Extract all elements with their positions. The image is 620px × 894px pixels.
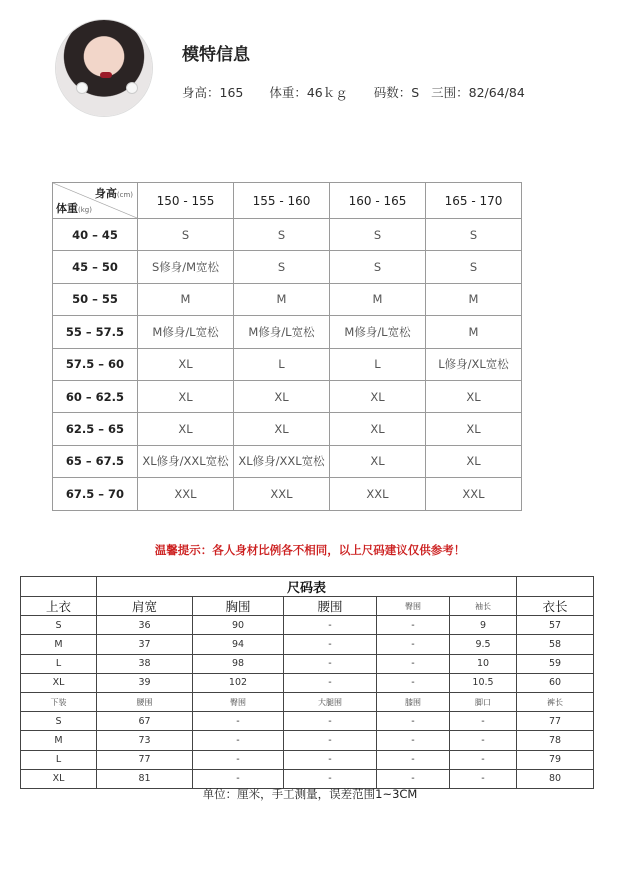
size-chart-cell: 94 — [193, 635, 284, 654]
recommended-size-cell: XL — [330, 413, 426, 445]
size-chart-cell: - — [193, 769, 284, 788]
size-chart-cell: 大腿围 — [284, 692, 377, 711]
recommended-size-cell: S修身/M宽松 — [138, 251, 234, 283]
recommended-size-cell: M — [138, 283, 234, 315]
size-chart-cell: 腰围 — [97, 692, 193, 711]
recommended-size-cell: XL — [138, 413, 234, 445]
table-row — [21, 616, 594, 635]
size-chart-cell: 81 — [97, 769, 193, 788]
size-chart-cell: - — [450, 769, 517, 788]
recommended-size-cell: S — [138, 219, 234, 251]
size-chart-cell: 78 — [517, 731, 594, 750]
size-chart-table — [20, 576, 594, 789]
table-row — [53, 478, 522, 510]
table-row — [21, 750, 594, 769]
table-row — [53, 413, 522, 445]
weight-range-cell: 50 – 55 — [53, 283, 138, 315]
size-chart-cell: L — [21, 750, 97, 769]
recommended-size-cell: XXL — [330, 478, 426, 510]
size-chart-cell: 80 — [517, 769, 594, 788]
size-chart-cell: 裤长 — [517, 692, 594, 711]
size-chart-cell: - — [377, 635, 450, 654]
size-chart-cell: - — [450, 731, 517, 750]
size-chart-cell: 38 — [97, 654, 193, 673]
size-chart-cell: 67 — [97, 712, 193, 731]
recommended-size-cell: M — [426, 316, 522, 348]
size-chart-cell: 77 — [517, 712, 594, 731]
table-row — [21, 712, 594, 731]
recommended-size-cell: S — [330, 251, 426, 283]
recommended-size-cell: XL — [138, 348, 234, 380]
size-chart-body — [21, 597, 594, 789]
recommended-size-cell: S — [426, 251, 522, 283]
weight-range-cell: 65 – 67.5 — [53, 445, 138, 477]
size-chart-cell: 77 — [97, 750, 193, 769]
size-chart-cell: 98 — [193, 654, 284, 673]
recommended-size-cell: M — [234, 283, 330, 315]
recommended-size-cell: M修身/L宽松 — [138, 316, 234, 348]
size-chart-cell: - — [377, 673, 450, 692]
size-chart-cell: - — [377, 769, 450, 788]
size-chart-header-row — [21, 692, 594, 711]
size-chart-cell: 9.5 — [450, 635, 517, 654]
size-chart-cell: S — [21, 712, 97, 731]
recommended-size-cell: XL — [330, 380, 426, 412]
size-chart-cell: - — [284, 673, 377, 692]
size-chart-cell: 59 — [517, 654, 594, 673]
recommended-size-cell: XL — [426, 445, 522, 477]
corner-height-unit: (cm) — [116, 191, 133, 199]
model-weight: 体重：46ｋｇ — [269, 85, 348, 100]
size-chart-cell: L — [21, 654, 97, 673]
height-range-header: 160 - 165 — [330, 183, 426, 219]
model-height: 身高：165 — [182, 85, 244, 100]
size-chart-title-row — [21, 577, 594, 597]
table-row — [53, 348, 522, 380]
table-row — [53, 251, 522, 283]
recommended-size-cell: M修身/L宽松 — [330, 316, 426, 348]
weight-range-cell: 55 – 57.5 — [53, 316, 138, 348]
recommended-size-cell: L — [330, 348, 426, 380]
size-chart-cell: - — [284, 731, 377, 750]
model-measurements: 三围：82/64/84 — [431, 85, 525, 100]
size-chart-cell: 脚口 — [450, 692, 517, 711]
table-row — [21, 673, 594, 692]
size-chart-cell: 下装 — [21, 692, 97, 711]
unit-note: 单位：厘米，手工测量，误差范围1~3CM — [202, 787, 418, 801]
recommended-size-cell: S — [234, 251, 330, 283]
size-chart-cell: - — [284, 635, 377, 654]
weight-range-cell: 67.5 – 70 — [53, 478, 138, 510]
table-row — [53, 380, 522, 412]
size-recommendation-table — [52, 182, 522, 511]
recommendation-body — [53, 219, 522, 511]
size-chart-cell: - — [193, 750, 284, 769]
table-row — [53, 219, 522, 251]
table-row — [21, 654, 594, 673]
recommended-size-cell: XL — [234, 380, 330, 412]
size-chart-cell: 60 — [517, 673, 594, 692]
recommended-size-cell: L修身/XL宽松 — [426, 348, 522, 380]
size-chart-cell: 上衣 — [21, 597, 97, 616]
recommended-size-cell: M — [330, 283, 426, 315]
model-stats — [182, 83, 547, 101]
recommended-size-cell: XL — [234, 413, 330, 445]
recommended-size-cell: S — [234, 219, 330, 251]
recommended-size-cell: S — [426, 219, 522, 251]
recommended-size-cell: XL修身/XXL宽松 — [138, 445, 234, 477]
recommended-size-cell: XL — [426, 380, 522, 412]
corner-weight-unit: (kg) — [78, 206, 92, 214]
recommended-size-cell: XXL — [138, 478, 234, 510]
size-chart-cell: 衣长 — [517, 597, 594, 616]
size-chart-cell: - — [377, 654, 450, 673]
size-chart-cell: 79 — [517, 750, 594, 769]
recommended-size-cell: L — [234, 348, 330, 380]
size-chart-cell: 10 — [450, 654, 517, 673]
size-chart-cell: - — [377, 712, 450, 731]
weight-range-cell: 60 – 62.5 — [53, 380, 138, 412]
size-chart-cell: 肩宽 — [97, 597, 193, 616]
size-chart-cell: - — [193, 731, 284, 750]
size-chart-cell: XL — [21, 673, 97, 692]
warm-tip: 温馨提示：各人身材比例各不相同，以上尺码建议仅供参考！ — [154, 543, 466, 557]
size-chart-cell: 58 — [517, 635, 594, 654]
size-chart-cell: - — [450, 750, 517, 769]
size-chart-cell: 膝围 — [377, 692, 450, 711]
size-chart-cell: 57 — [517, 616, 594, 635]
model-avatar — [56, 20, 152, 116]
size-chart-cell: 腰围 — [284, 597, 377, 616]
size-chart-cell: 胸围 — [193, 597, 284, 616]
size-chart-cell: - — [284, 616, 377, 635]
table-row — [53, 445, 522, 477]
corner-weight-label: 体重 — [56, 202, 78, 215]
recommended-size-cell: XXL — [234, 478, 330, 510]
table-row — [21, 731, 594, 750]
size-chart-cell: - — [284, 750, 377, 769]
size-chart-cell: 39 — [97, 673, 193, 692]
corner-height-label: 身高 — [94, 187, 117, 200]
size-chart-cell: - — [450, 712, 517, 731]
size-chart-cell: 36 — [97, 616, 193, 635]
size-chart-cell: XL — [21, 769, 97, 788]
table-header-row — [53, 183, 522, 219]
size-chart-cell: M — [21, 731, 97, 750]
recommended-size-cell: XL — [138, 380, 234, 412]
size-chart-cell: - — [377, 731, 450, 750]
size-chart-cell: 9 — [450, 616, 517, 635]
size-chart-cell: - — [284, 769, 377, 788]
size-chart-cell: 90 — [193, 616, 284, 635]
model-info-title: 模特信息 — [182, 45, 250, 65]
height-range-header: 165 - 170 — [426, 183, 522, 219]
size-chart-cell: 102 — [193, 673, 284, 692]
height-range-header: 150 - 155 — [138, 183, 234, 219]
recommended-size-cell: XL — [330, 445, 426, 477]
size-chart-cell: M — [21, 635, 97, 654]
size-chart-cell: - — [193, 712, 284, 731]
recommended-size-cell: XL修身/XXL宽松 — [234, 445, 330, 477]
weight-range-cell: 62.5 – 65 — [53, 413, 138, 445]
recommended-size-cell: M — [426, 283, 522, 315]
weight-range-cell: 45 – 50 — [53, 251, 138, 283]
table-corner-cell — [53, 183, 137, 218]
weight-range-cell: 40 – 45 — [53, 219, 138, 251]
size-chart-cell: 臀围 — [193, 692, 284, 711]
size-chart-cell: 37 — [97, 635, 193, 654]
size-chart-title: 尺码表 — [97, 577, 517, 597]
recommended-size-cell: M修身/L宽松 — [234, 316, 330, 348]
table-row — [21, 635, 594, 654]
recommended-size-cell: XL — [426, 413, 522, 445]
table-row — [53, 316, 522, 348]
height-range-header: 155 - 160 — [234, 183, 330, 219]
size-chart-cell: S — [21, 616, 97, 635]
recommended-size-cell: S — [330, 219, 426, 251]
size-chart-cell: 袖长 — [450, 597, 517, 616]
weight-range-cell: 57.5 – 60 — [53, 348, 138, 380]
size-chart-header-row — [21, 597, 594, 616]
model-size: 码数：S — [373, 85, 420, 100]
size-chart-cell: 73 — [97, 731, 193, 750]
size-chart-cell: - — [284, 712, 377, 731]
size-chart-cell: - — [284, 654, 377, 673]
size-chart-cell: - — [377, 616, 450, 635]
size-chart-cell: 10.5 — [450, 673, 517, 692]
recommended-size-cell: XXL — [426, 478, 522, 510]
size-chart-cell: - — [377, 750, 450, 769]
size-chart-cell: 臀围 — [377, 597, 450, 616]
table-row — [53, 283, 522, 315]
